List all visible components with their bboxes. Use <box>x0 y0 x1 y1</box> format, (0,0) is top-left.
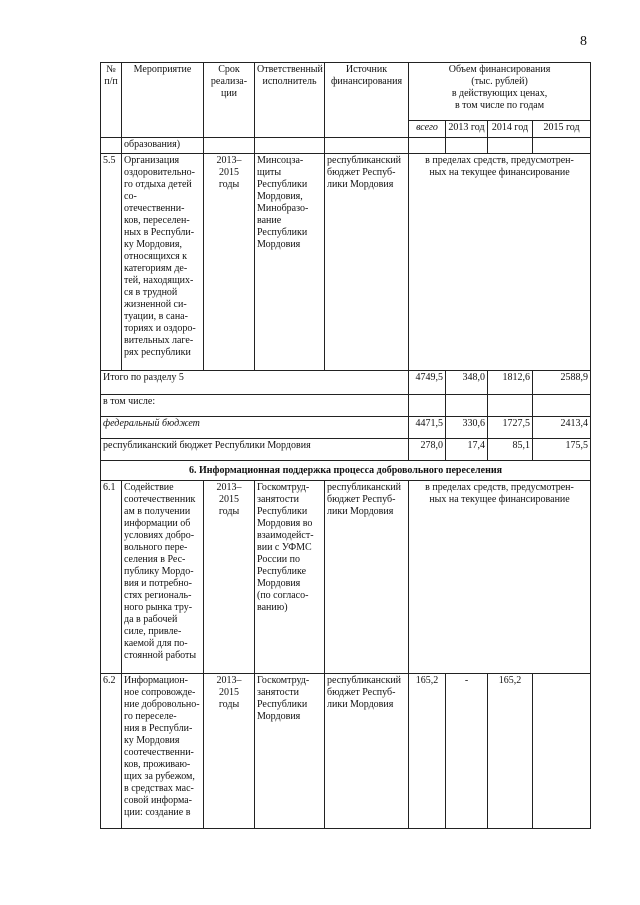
header-year-2013: 2013 год <box>446 121 488 138</box>
row-funding: в пределах средств, предусмотрен- ных на текущее финансирование <box>409 154 591 371</box>
row-event: Организация оздоровительно- го отдыха детей со- отечественни- ков, переселен- ных в Республи- ку Мордовия, относящихся к категориям де- тей, находящих- ся в трудной жизненной си- туации, в сана- ториях и оздоро- вительных лаге- рях республики <box>122 154 204 371</box>
row-source: республиканский бюджет Респуб- лики Мордовия <box>325 674 409 829</box>
row-executor: Госкомтруд- занятости Республики Мордовия <box>255 674 325 829</box>
section-6-title: 6. Информационная поддержка процесса добровольного переселения <box>101 461 591 481</box>
header-event: Мероприятие <box>122 63 204 138</box>
row-period: 2013– 2015 годы <box>204 481 255 674</box>
total-row <box>101 371 591 395</box>
table-row-6-1 <box>101 481 591 674</box>
federal-label: федеральный бюджет <box>101 417 409 439</box>
federal-2013: 330,6 <box>446 417 488 439</box>
table-row-6-2 <box>101 674 591 829</box>
row-event: Содействие соотечественник ам в получении информации об условиях добро- вольного пере- селения в Рес- публику Мордо- вия и потребно- стях региональ- ного рынка тру- да в рабочей силе, привле- каемой для по- стоянной работы <box>122 481 204 674</box>
row-value-2015 <box>533 674 591 829</box>
row-period: 2013– 2015 годы <box>204 674 255 829</box>
row-no: 6.2 <box>101 674 122 829</box>
total-2015: 2588,9 <box>533 371 591 395</box>
including-row <box>101 395 591 417</box>
row-executor: Госкомтруд- занятости Республики Мордовия во взаимодейст- вии с УФМС России по Республике Мордовия (по согласо- ванию) <box>255 481 325 674</box>
republican-label: республиканский бюджет Республики Мордовия <box>101 439 409 461</box>
header-executor: Ответственный исполнитель <box>255 63 325 138</box>
table-row-5-5 <box>101 154 591 371</box>
header-row <box>101 63 591 121</box>
row-event: Информацион- ное сопровожде- ние добровольно- го переселе- ния в Республи- ку Мордовия соотечественни- ков, проживаю- щих за рубежом, в средствах мас- совой информа- ции: создание в <box>122 674 204 829</box>
header-period: Срок реализа- ции <box>204 63 255 138</box>
row-funding: в пределах средств, предусмотрен- ных на текущее финансирование <box>409 481 591 674</box>
federal-2015: 2413,4 <box>533 417 591 439</box>
row-source: республиканский бюджет Респуб- лики Мордовия <box>325 154 409 371</box>
federal-row <box>101 417 591 439</box>
row-no: 5.5 <box>101 154 122 371</box>
page-number: 8 <box>580 34 587 49</box>
row-value-2014: 165,2 <box>488 674 533 829</box>
federal-all: 4471,5 <box>409 417 446 439</box>
including-label: в том числе: <box>101 395 409 417</box>
total-label: Итого по разделу 5 <box>101 371 409 395</box>
row-period: 2013– 2015 годы <box>204 154 255 371</box>
header-year-2014: 2014 год <box>488 121 533 138</box>
republican-row <box>101 439 591 461</box>
row-value-total: 165,2 <box>409 674 446 829</box>
header-year-total: всего <box>409 121 446 138</box>
continuation-text: образования) <box>122 138 204 154</box>
total-all: 4749,5 <box>409 371 446 395</box>
row-value-2013: - <box>446 674 488 829</box>
row-executor: Минсоцза- щиты Республики Мордовия, Минобразо- вание Республики Мордовия <box>255 154 325 371</box>
federal-2014: 1727,5 <box>488 417 533 439</box>
republican-all: 278,0 <box>409 439 446 461</box>
row-source: республиканский бюджет Респуб- лики Мордовия <box>325 481 409 674</box>
header-source: Источник финансирования <box>325 63 409 138</box>
header-year-2015: 2015 год <box>533 121 591 138</box>
funding-table <box>100 62 591 829</box>
header-no: № п/п <box>101 63 122 138</box>
republican-2015: 175,5 <box>533 439 591 461</box>
header-funding: Объем финансирования (тыс. рублей) в действующих ценах, в том числе по годам <box>409 63 591 121</box>
row-no: 6.1 <box>101 481 122 674</box>
total-2013: 348,0 <box>446 371 488 395</box>
total-2014: 1812,6 <box>488 371 533 395</box>
section-6-row <box>101 461 591 481</box>
republican-2013: 17,4 <box>446 439 488 461</box>
republican-2014: 85,1 <box>488 439 533 461</box>
continuation-row <box>101 138 591 154</box>
